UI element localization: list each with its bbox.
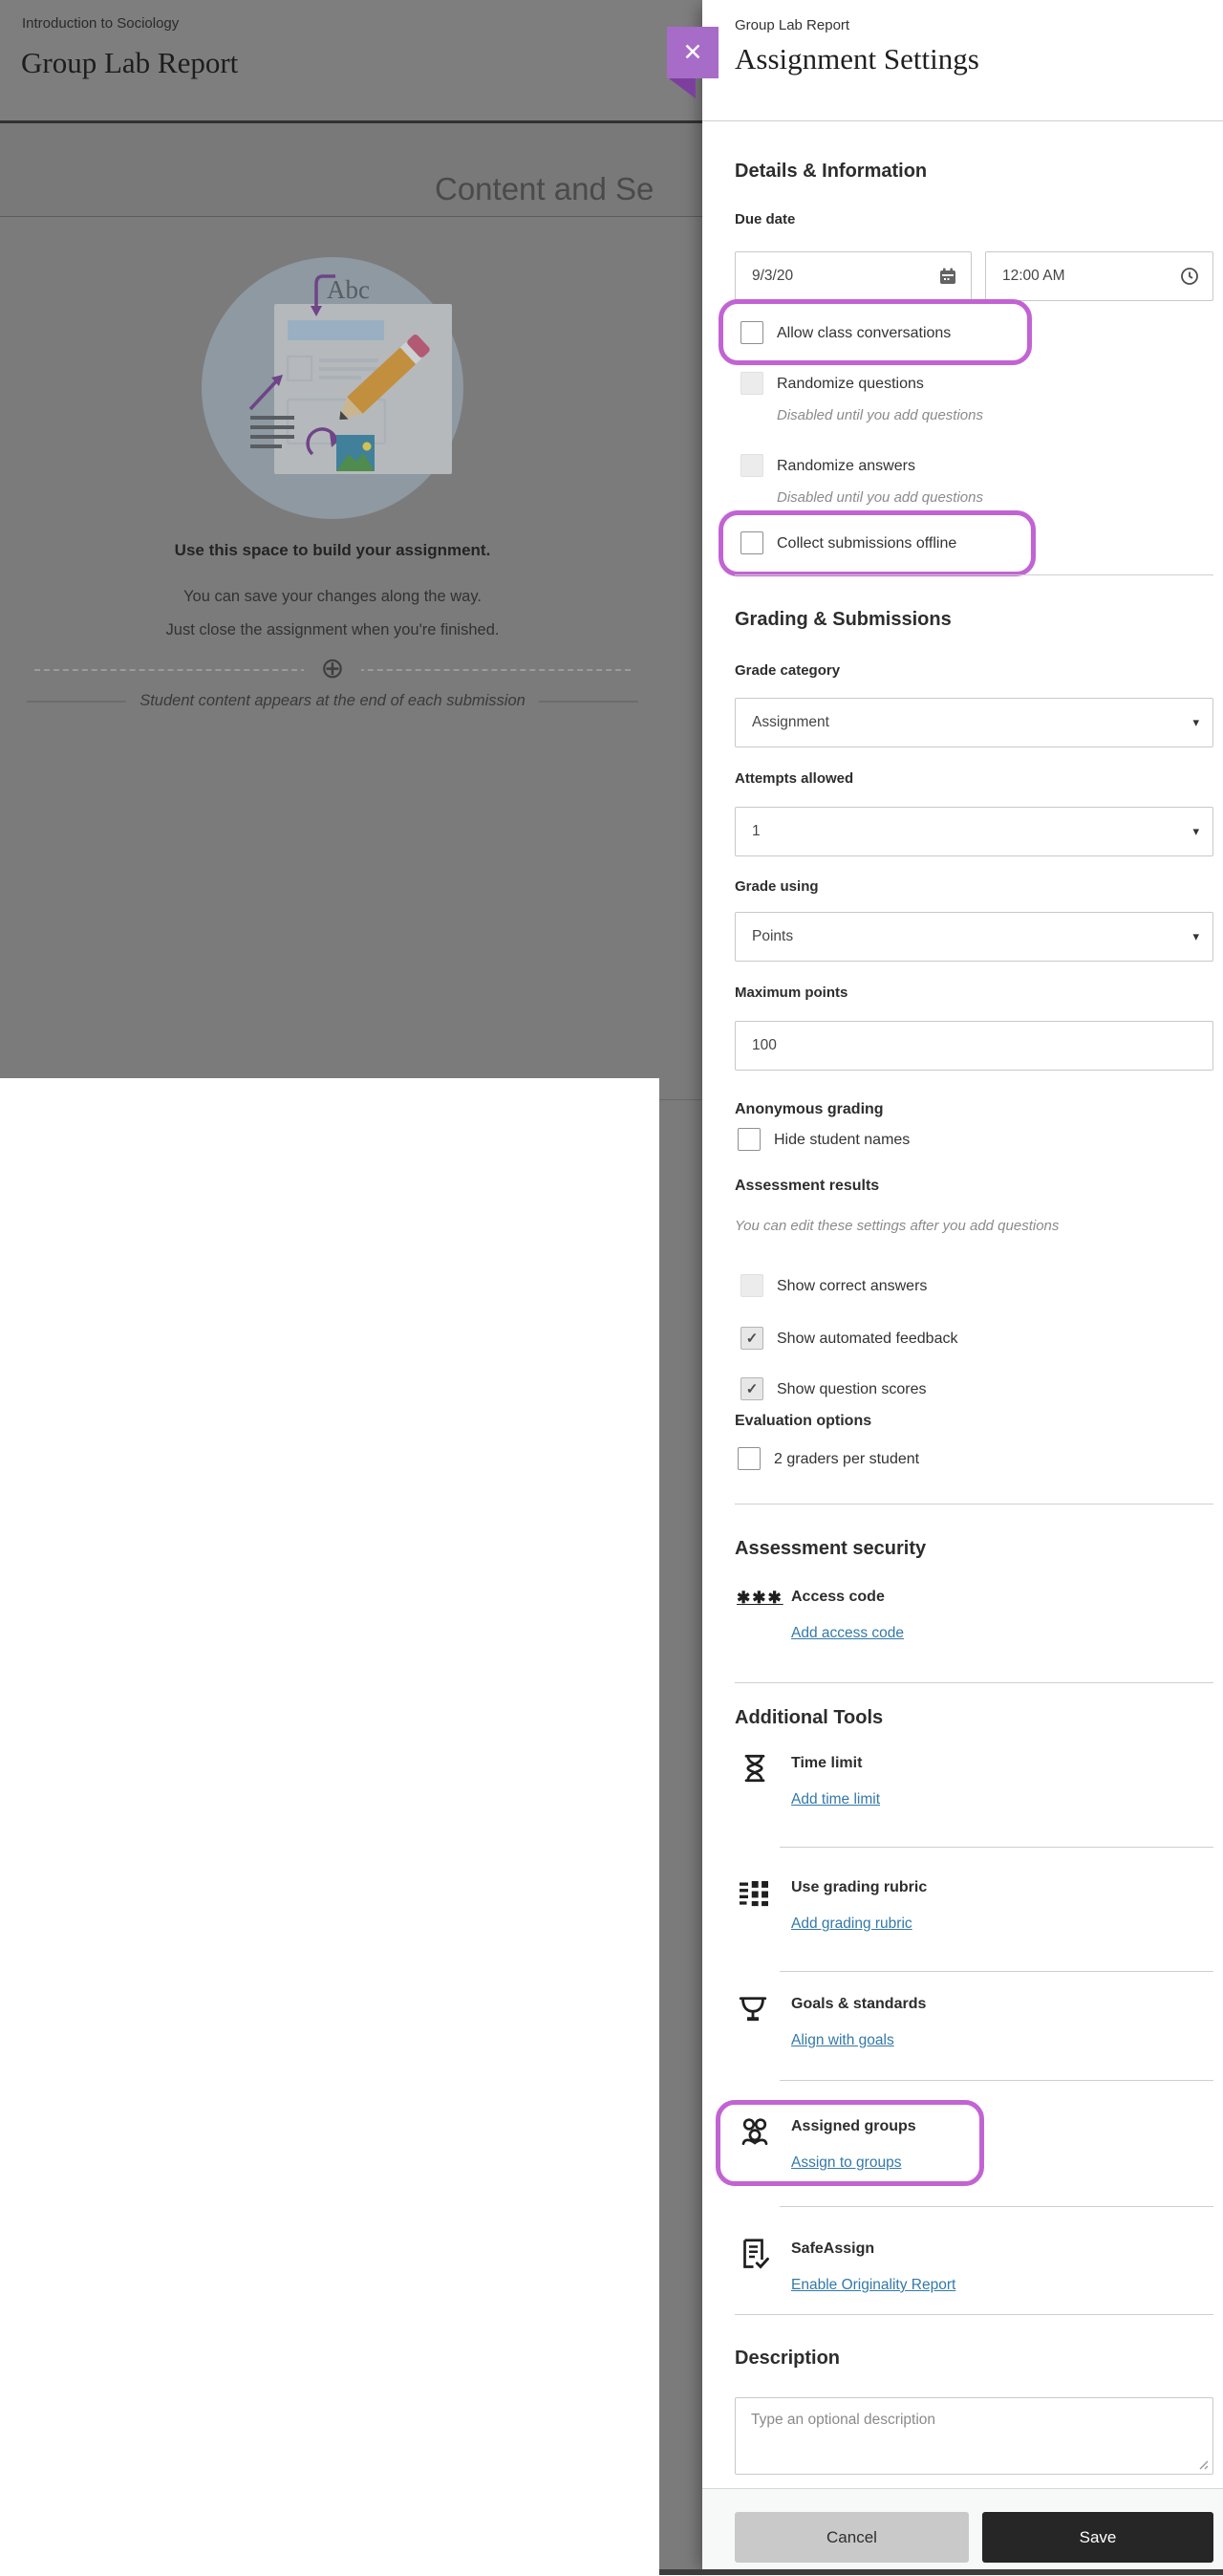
add-time-limit-link[interactable]: Add time limit — [791, 1791, 881, 1808]
tool-divider — [780, 1847, 1213, 1848]
grade-using-value: Points — [752, 928, 794, 944]
show-correct-answers-checkbox — [740, 1274, 763, 1297]
tool-divider — [780, 2080, 1213, 2081]
hourglass-icon — [738, 1751, 772, 1786]
chevron-down-icon: ▾ — [1192, 715, 1199, 729]
show-correct-answers-label: Show correct answers — [777, 1278, 928, 1294]
due-date-label: Due date — [735, 211, 796, 227]
maximum-points-value: 100 — [752, 1037, 777, 1053]
maximum-points-input[interactable] — [735, 1021, 1213, 1071]
grade-using-label: Grade using — [735, 878, 819, 895]
chevron-down-icon: ▾ — [1192, 824, 1199, 838]
description-textarea[interactable] — [735, 2397, 1213, 2475]
goals-icon — [736, 1992, 770, 2026]
add-content-button — [304, 654, 361, 686]
anonymous-grading-label: Anonymous grading — [735, 1101, 884, 1117]
assigned-groups-title: Assigned groups — [791, 2118, 916, 2134]
assessment-results-label: Assessment results — [735, 1178, 880, 1194]
maximum-points-label: Maximum points — [735, 985, 848, 1001]
page-title: Group Lab Report — [21, 46, 239, 79]
grade-using-select[interactable] — [735, 912, 1213, 962]
check-icon: ✓ — [745, 1381, 759, 1397]
grading-rubric-title: Use grading rubric — [791, 1879, 928, 1895]
close-icon: ✕ — [682, 39, 703, 66]
add-access-code-link[interactable]: Add access code — [791, 1625, 905, 1641]
course-label: Introduction to Sociology — [22, 15, 180, 32]
empty-state-line1: You can save your changes along the way. — [183, 588, 482, 605]
save-button[interactable]: Save — [982, 2512, 1213, 2563]
randomize-answers-checkbox — [740, 454, 763, 477]
assessment-security-heading: Assessment security — [735, 1538, 927, 1559]
empty-state-title: Use this space to build your assignment. — [174, 541, 491, 559]
access-code-icon: ✱✱✱ — [737, 1589, 783, 1607]
abc-label: Abc — [327, 275, 370, 304]
evaluation-options-label: Evaluation options — [735, 1413, 872, 1429]
due-date-value: 9/3/20 — [752, 268, 794, 284]
allow-class-conversations-label: Allow class conversations — [777, 325, 952, 341]
show-automated-feedback-checkbox[interactable] — [740, 1327, 763, 1350]
collect-submissions-offline-label: Collect submissions offline — [777, 535, 957, 552]
collect-submissions-offline-checkbox[interactable] — [740, 531, 763, 554]
resize-handle-icon[interactable] — [1197, 2458, 1209, 2470]
assignment-empty-illustration — [0, 216, 702, 531]
grade-category-label: Grade category — [735, 662, 841, 679]
panel-breadcrumb: Group Lab Report — [735, 17, 850, 33]
strip-divider — [659, 1099, 702, 1100]
student-content-footnote: Student content appears at the end of each submission — [139, 692, 526, 709]
tool-divider — [780, 1971, 1213, 1972]
plus-circle-icon: ⊕ — [320, 653, 345, 684]
tool-divider — [780, 2206, 1213, 2207]
safeassign-title: SafeAssign — [791, 2240, 875, 2257]
panel-title: Assignment Settings — [735, 42, 979, 76]
description-heading: Description — [735, 2348, 841, 2369]
show-question-scores-checkbox[interactable] — [740, 1377, 763, 1400]
student-content-footnote-row — [27, 692, 638, 710]
add-grading-rubric-link[interactable]: Add grading rubric — [791, 1916, 912, 1932]
show-automated-feedback-label: Show automated feedback — [777, 1331, 958, 1347]
footnote-rule-left — [27, 701, 126, 703]
randomize-questions-label: Randomize questions — [777, 376, 924, 392]
due-time-input[interactable] — [985, 251, 1213, 301]
align-with-goals-link[interactable]: Align with goals — [791, 2032, 894, 2048]
assign-to-groups-link[interactable]: Assign to groups — [791, 2154, 902, 2171]
section-band — [0, 123, 702, 217]
panel-footer — [702, 2488, 1223, 2576]
goals-standards-title: Goals & standards — [791, 1996, 927, 2012]
section-divider — [735, 574, 1213, 575]
groups-icon — [738, 2114, 772, 2149]
randomize-questions-checkbox — [740, 372, 763, 395]
footnote-rule-right — [539, 701, 638, 703]
assignment-settings-panel — [702, 0, 1223, 2575]
attempts-allowed-label: Attempts allowed — [735, 770, 854, 787]
rubric-icon — [737, 1875, 771, 1910]
cancel-button[interactable]: Cancel — [735, 2512, 969, 2563]
close-button[interactable] — [667, 27, 719, 78]
randomize-answers-label: Randomize answers — [777, 458, 915, 474]
grade-category-select[interactable] — [735, 698, 1213, 747]
document-check-icon — [738, 2237, 772, 2271]
assessment-results-note: You can edit these settings after you add questions — [735, 1218, 1060, 1234]
show-question-scores-label: Show question scores — [777, 1381, 927, 1397]
details-heading: Details & Information — [735, 161, 928, 182]
empty-state-line2: Just close the assignment when you're finished. — [165, 621, 500, 639]
image-thumbnail — [336, 435, 375, 471]
calendar-icon[interactable] — [938, 267, 957, 286]
due-date-input[interactable] — [735, 251, 972, 301]
attempts-allowed-value: 1 — [752, 823, 761, 839]
time-limit-title: Time limit — [791, 1755, 863, 1771]
grading-heading: Grading & Submissions — [735, 609, 952, 630]
chevron-down-icon: ▾ — [1192, 929, 1199, 943]
grade-category-value: Assignment — [752, 714, 829, 730]
course-header — [0, 0, 702, 120]
two-graders-label: 2 graders per student — [774, 1451, 920, 1467]
two-graders-checkbox[interactable] — [738, 1447, 761, 1470]
enable-originality-report-link[interactable]: Enable Originality Report — [791, 2277, 956, 2293]
additional-tools-heading: Additional Tools — [735, 1707, 884, 1728]
section-divider — [735, 1682, 1213, 1683]
section-heading: Content and Se — [435, 171, 654, 206]
hide-student-names-checkbox[interactable] — [738, 1128, 761, 1151]
clock-icon[interactable] — [1180, 267, 1199, 286]
page-background-white — [0, 1078, 659, 2575]
allow-class-conversations-checkbox[interactable] — [740, 321, 763, 344]
randomize-answers-note: Disabled until you add questions — [777, 489, 983, 506]
randomize-questions-note: Disabled until you add questions — [777, 407, 983, 423]
access-code-title: Access code — [791, 1589, 885, 1605]
hide-student-names-label: Hide student names — [774, 1132, 911, 1148]
window-bottom-edge — [659, 2569, 1223, 2575]
attempts-allowed-select[interactable] — [735, 807, 1213, 856]
panel-header-divider — [702, 120, 1223, 121]
check-icon: ✓ — [745, 1331, 759, 1347]
section-divider — [735, 2314, 1213, 2315]
due-time-value: 12:00 AM — [1002, 268, 1065, 284]
